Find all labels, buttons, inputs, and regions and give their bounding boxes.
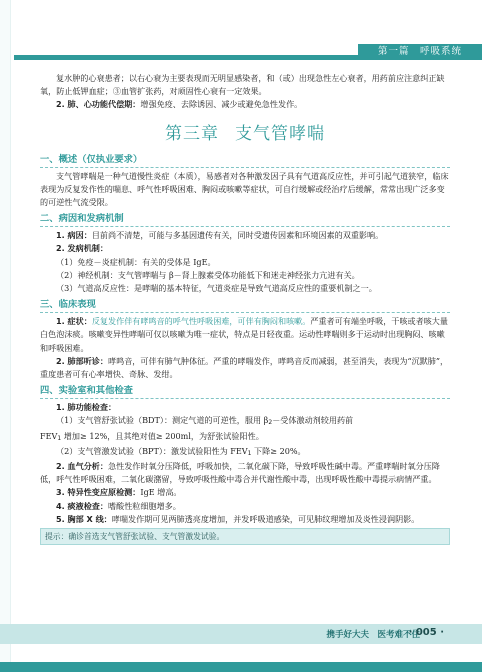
overview-paragraph: 支气管哮喘是一种气道慢性炎症（本质），易感者对各种激发因子具有气道高反应性，并可引起气道狭窄，临床表现为反复发作性的喘息、呼气性呼吸困难、胸闷或咳嗽等症状，可自行缓解或经治疗后缓解，常常出现广泛多变的可逆性气流受限。 xyxy=(40,170,449,208)
lab-bdt: （1）支气管舒张试验（BDT）：测定气道的可逆性，服用 β2－受体激动剂较用药前 xyxy=(56,415,354,427)
mechanism-label: 2. 发病机制： xyxy=(56,243,108,254)
intro-paragraph: 复水肿的心衰患者；以右心衰为主要表现而无明显感染者，和（或）出现急性左心衰者，用药前应注意纠正缺氧，防止低钾血症；③血管扩张药，对顽固性心衰有一定效果。 xyxy=(40,73,445,97)
tip-box: 提示：确诊首选支气管舒张试验、支气管激发试验。 xyxy=(40,528,450,545)
footer-slogan: 携手好大夫 医考难不住 xyxy=(326,630,420,640)
mechanism-item-2: （2）神经机制：支气管哮喘与 β－肾上腺素受体功能低下和迷走神经张力亢进有关。 xyxy=(56,269,360,280)
etiology-cause: 1. 病因：目前尚不清楚，可能与多基因遗传有关，同时受遗传因素和环境因素的双重影响。 xyxy=(56,230,384,241)
clinical-symptoms: 1. 症状：反复发作伴有哮鸣音的呼气性呼吸困难，可伴有胸闷和咳嗽。严重者可有端坐呼吸，干咳或者咳大量白色泡沫痰。咳嗽变异性哮喘可仅以咳嗽为唯一症状，特点是日轻夜重。运动性哮喘则多于运动时出现胸闷、咳嗽和呼吸困难。 xyxy=(40,316,448,353)
side-strip xyxy=(0,0,11,672)
section-heading-overview: 一、概述（仅执业要求） xyxy=(40,153,450,168)
clinical-auscultation: 2. 肺部听诊：哮鸣音，可伴有肺气肿体征。严重的哮喘发作，哮鸣音反而减弱，甚至消失，表现为“沉默肺”，重度患者可有心率增快、奇脉、发绀。 xyxy=(40,355,449,380)
part-tab: 第一篇 呼吸系统 xyxy=(358,44,482,60)
intro-item-2: 2. 肺、心功能代偿期：增强免疫、去除诱因、减少或避免急性发作。 xyxy=(56,99,303,110)
chapter-title xyxy=(40,123,450,145)
lab-ige: 3. 特异性变应原检测：IgE 增高。 xyxy=(56,487,182,498)
section-heading-lab: 四、实验室和其他检查 xyxy=(40,384,450,399)
lab-bpt: （2）支气管激发试验（BPT）：激发试验阳性为 FEV1 下降≥ 20%。 xyxy=(56,445,306,457)
page-number: · 005 · xyxy=(408,627,444,638)
mechanism-item-3: （3）气道高反应性：是哮喘的基本特征，气道炎症是导致气道高反应性的重要机制之一。 xyxy=(56,283,377,294)
chapter-number: 第三章 xyxy=(165,123,219,144)
lab-blood-gas: 2. 血气分析：急性发作时氧分压降低，呼吸加快，二氧化碳下降，导致呼吸性碱中毒。严重哮喘时氧分压降低，呼气性呼吸困难，二氧化碳潴留，导致呼吸性酸中毒合并代谢性酸中毒，出现呼吸性酸中毒提示病情严重。 xyxy=(40,461,440,485)
bottom-bar xyxy=(0,662,482,672)
section-heading-clinical: 三、临床表现 xyxy=(40,298,450,313)
mechanism-item-1: （1）免疫－炎症机制：有关的受体是 IgE。 xyxy=(56,256,216,267)
chapter-name: 支气管哮喘 xyxy=(235,123,325,144)
section-heading-etiology: 二、病因和发病机制 xyxy=(40,212,450,227)
lab-sputum: 4. 痰液检查：嗜酸性粒细胞增多。 xyxy=(56,500,181,511)
lab-xray: 5. 胸部 X 线：哮喘发作期可见两肺透亮度增加，并发呼吸道感染，可见肺纹理增加及炎性浸润阴影。 xyxy=(56,513,420,524)
lab-bdt-cont: FEV1 增加≥ 12%，且其绝对值≥ 200ml，为舒张试验阳性。 xyxy=(40,430,264,442)
page-content xyxy=(40,72,450,545)
lab-pft-label: 1. 肺功能检查： xyxy=(56,402,117,413)
